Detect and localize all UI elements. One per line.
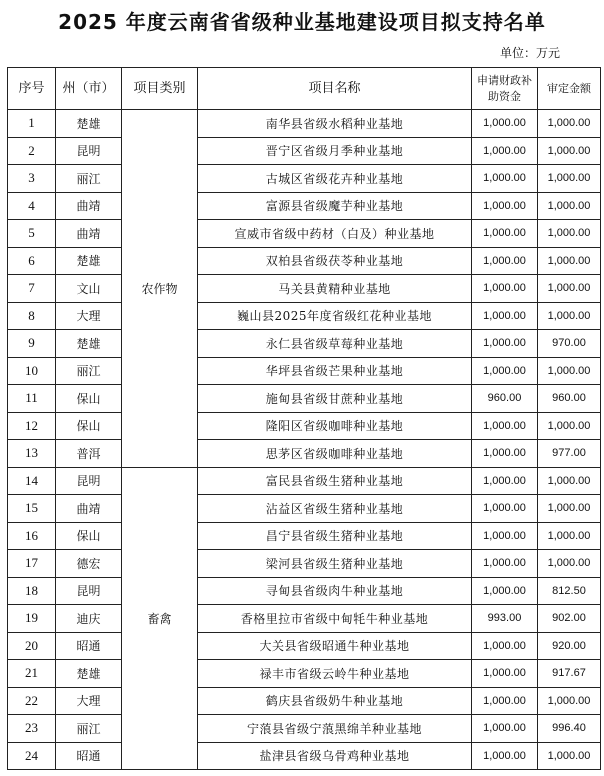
cell-approved: 1,000.00 [538, 192, 601, 220]
cell-project-name: 思茅区省级咖啡种业基地 [198, 440, 472, 468]
table-row [8, 275, 601, 303]
cell-seq: 12 [8, 412, 56, 440]
cell-requested: 1,000.00 [472, 330, 538, 358]
cell-category: 畜禽 [122, 467, 198, 770]
table-row [8, 467, 601, 495]
cell-project-name: 寻甸县省级肉牛种业基地 [198, 577, 472, 605]
cell-prefecture: 丽江 [56, 715, 122, 743]
cell-requested: 1,000.00 [472, 467, 538, 495]
cell-seq: 11 [8, 385, 56, 413]
cell-approved: 960.00 [538, 385, 601, 413]
cell-prefecture: 昭通 [56, 632, 122, 660]
cell-prefecture: 楚雄 [56, 110, 122, 138]
header-name: 项目名称 [198, 68, 472, 110]
cell-requested: 1,000.00 [472, 192, 538, 220]
table-row [8, 302, 601, 330]
cell-requested: 1,000.00 [472, 302, 538, 330]
cell-seq: 14 [8, 467, 56, 495]
cell-requested: 1,000.00 [472, 247, 538, 275]
cell-seq: 21 [8, 660, 56, 688]
cell-approved: 1,000.00 [538, 165, 601, 193]
cell-approved: 1,000.00 [538, 220, 601, 248]
header-approved: 审定金额 [538, 68, 601, 110]
cell-prefecture: 曲靖 [56, 192, 122, 220]
cell-approved: 920.00 [538, 632, 601, 660]
page-title: 2025 年度云南省省级种业基地建设项目拟支持名单 [58, 10, 546, 34]
cell-project-name: 施甸县省级甘蔗种业基地 [198, 385, 472, 413]
cell-seq: 23 [8, 715, 56, 743]
cell-prefecture: 昆明 [56, 137, 122, 165]
table-row [8, 522, 601, 550]
table-header-row [8, 68, 601, 110]
cell-seq: 2 [8, 137, 56, 165]
table-row [8, 137, 601, 165]
cell-project-name: 巍山县2025年度省级红花种业基地 [198, 302, 472, 330]
cell-project-name: 盐津县省级乌骨鸡种业基地 [198, 742, 472, 770]
cell-category: 农作物 [122, 110, 198, 468]
cell-project-name: 沾益区省级生猪种业基地 [198, 495, 472, 523]
cell-project-name: 富源县省级魔芋种业基地 [198, 192, 472, 220]
table-row [8, 330, 601, 358]
cell-seq: 4 [8, 192, 56, 220]
cell-prefecture: 普洱 [56, 440, 122, 468]
cell-requested: 1,000.00 [472, 357, 538, 385]
cell-prefecture: 楚雄 [56, 247, 122, 275]
cell-seq: 8 [8, 302, 56, 330]
cell-prefecture: 大理 [56, 302, 122, 330]
cell-seq: 13 [8, 440, 56, 468]
project-table [7, 67, 601, 770]
table-row [8, 550, 601, 578]
cell-prefecture: 保山 [56, 522, 122, 550]
cell-requested: 1,000.00 [472, 522, 538, 550]
table-row [8, 577, 601, 605]
cell-approved: 1,000.00 [538, 742, 601, 770]
cell-prefecture: 曲靖 [56, 495, 122, 523]
cell-project-name: 华坪县省级芒果种业基地 [198, 357, 472, 385]
table-row [8, 192, 601, 220]
cell-seq: 22 [8, 687, 56, 715]
cell-project-name: 香格里拉市省级中甸牦牛种业基地 [198, 605, 472, 633]
cell-approved: 1,000.00 [538, 522, 601, 550]
cell-requested: 1,000.00 [472, 440, 538, 468]
cell-seq: 7 [8, 275, 56, 303]
cell-approved: 1,000.00 [538, 357, 601, 385]
table-row [8, 165, 601, 193]
table-row [8, 412, 601, 440]
cell-approved: 1,000.00 [538, 687, 601, 715]
cell-approved: 1,000.00 [538, 247, 601, 275]
cell-approved: 996.40 [538, 715, 601, 743]
cell-approved: 1,000.00 [538, 550, 601, 578]
cell-project-name: 双柏县省级茯苓种业基地 [198, 247, 472, 275]
table-row [8, 605, 601, 633]
cell-prefecture: 德宏 [56, 550, 122, 578]
cell-requested: 1,000.00 [472, 660, 538, 688]
cell-prefecture: 丽江 [56, 357, 122, 385]
cell-requested: 1,000.00 [472, 110, 538, 138]
cell-requested: 1,000.00 [472, 632, 538, 660]
cell-approved: 970.00 [538, 330, 601, 358]
cell-seq: 20 [8, 632, 56, 660]
cell-seq: 15 [8, 495, 56, 523]
cell-requested: 1,000.00 [472, 220, 538, 248]
cell-prefecture: 楚雄 [56, 330, 122, 358]
cell-prefecture: 迪庆 [56, 605, 122, 633]
table-row [8, 742, 601, 770]
table-row [8, 247, 601, 275]
cell-approved: 1,000.00 [538, 110, 601, 138]
cell-requested: 960.00 [472, 385, 538, 413]
cell-approved: 917.67 [538, 660, 601, 688]
cell-project-name: 古城区省级花卉种业基地 [198, 165, 472, 193]
cell-seq: 19 [8, 605, 56, 633]
cell-approved: 902.00 [538, 605, 601, 633]
cell-seq: 5 [8, 220, 56, 248]
cell-prefecture: 昭通 [56, 742, 122, 770]
cell-prefecture: 保山 [56, 412, 122, 440]
cell-prefecture: 昆明 [56, 467, 122, 495]
cell-requested: 1,000.00 [472, 495, 538, 523]
cell-prefecture: 保山 [56, 385, 122, 413]
table-row [8, 385, 601, 413]
cell-prefecture: 楚雄 [56, 660, 122, 688]
cell-requested: 1,000.00 [472, 715, 538, 743]
cell-project-name: 大关县省级昭通牛种业基地 [198, 632, 472, 660]
cell-project-name: 梁河县省级生猪种业基地 [198, 550, 472, 578]
table-row [8, 632, 601, 660]
table-row [8, 357, 601, 385]
cell-project-name: 禄丰市省级云岭牛种业基地 [198, 660, 472, 688]
cell-approved: 1,000.00 [538, 137, 601, 165]
cell-seq: 18 [8, 577, 56, 605]
cell-project-name: 南华县省级水稻种业基地 [198, 110, 472, 138]
cell-seq: 24 [8, 742, 56, 770]
cell-project-name: 隆阳区省级咖啡种业基地 [198, 412, 472, 440]
header-requested: 申请财政补助资金 [472, 68, 538, 110]
cell-approved: 1,000.00 [538, 412, 601, 440]
cell-approved: 1,000.00 [538, 302, 601, 330]
cell-approved: 1,000.00 [538, 467, 601, 495]
cell-project-name: 昌宁县省级生猪种业基地 [198, 522, 472, 550]
cell-requested: 1,000.00 [472, 577, 538, 605]
cell-project-name: 晋宁区省级月季种业基地 [198, 137, 472, 165]
cell-requested: 1,000.00 [472, 550, 538, 578]
cell-requested: 1,000.00 [472, 742, 538, 770]
cell-project-name: 鹤庆县省级奶牛种业基地 [198, 687, 472, 715]
table-row [8, 687, 601, 715]
header-category: 项目类别 [122, 68, 198, 110]
cell-requested: 1,000.00 [472, 412, 538, 440]
cell-project-name: 富民县省级生猪种业基地 [198, 467, 472, 495]
table-row [8, 495, 601, 523]
cell-approved: 1,000.00 [538, 275, 601, 303]
cell-prefecture: 丽江 [56, 165, 122, 193]
cell-project-name: 宣威市省级中药材（白及）种业基地 [198, 220, 472, 248]
cell-seq: 1 [8, 110, 56, 138]
cell-requested: 1,000.00 [472, 275, 538, 303]
cell-project-name: 宁蒗县省级宁蒗黑绵羊种业基地 [198, 715, 472, 743]
cell-requested: 1,000.00 [472, 165, 538, 193]
cell-seq: 6 [8, 247, 56, 275]
table-row [8, 660, 601, 688]
cell-prefecture: 文山 [56, 275, 122, 303]
cell-seq: 9 [8, 330, 56, 358]
header-prefecture: 州（市） [56, 68, 122, 110]
cell-requested: 1,000.00 [472, 687, 538, 715]
cell-approved: 1,000.00 [538, 495, 601, 523]
cell-approved: 812.50 [538, 577, 601, 605]
cell-requested: 993.00 [472, 605, 538, 633]
cell-seq: 3 [8, 165, 56, 193]
cell-prefecture: 昆明 [56, 577, 122, 605]
cell-prefecture: 曲靖 [56, 220, 122, 248]
cell-project-name: 马关县黄精种业基地 [198, 275, 472, 303]
cell-seq: 17 [8, 550, 56, 578]
cell-seq: 16 [8, 522, 56, 550]
unit-label: 单位：万元 [499, 46, 560, 60]
cell-approved: 977.00 [538, 440, 601, 468]
table-row [8, 220, 601, 248]
header-seq: 序号 [8, 68, 56, 110]
table-row [8, 715, 601, 743]
cell-prefecture: 大理 [56, 687, 122, 715]
table-row [8, 110, 601, 138]
cell-seq: 10 [8, 357, 56, 385]
cell-project-name: 永仁县省级草莓种业基地 [198, 330, 472, 358]
table-row [8, 440, 601, 468]
cell-requested: 1,000.00 [472, 137, 538, 165]
